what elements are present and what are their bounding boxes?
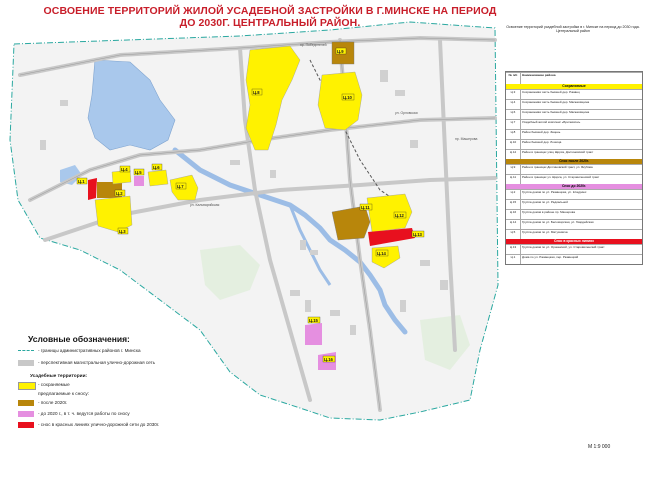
boundary-swatch (18, 350, 34, 351)
table-row: Ц.2 Группа домов по ул. Ржавецкая, ул. Клаудиюс (506, 189, 642, 199)
svg-text:Ц.3: Ц.3 (119, 229, 126, 234)
map-title: ОСВОЕНИЕ ТЕРРИТОРИЙ ЖИЛОЙ УСАДЕБНОЙ ЗАСТРОЙКИ В Г.МИНСКЕ НА ПЕРИОД ДО 2030Г. ЦЕНТРАЛЬНЫЙ РАЙОН. (43, 5, 497, 29)
svg-text:Ц.5: Ц.5 (135, 170, 142, 175)
zones-table-panel (505, 25, 641, 440)
table-row: Ц.14 Группа домов по ул. Беломорская, ул. Гвардейская (506, 219, 642, 229)
legend-title: Условные обозначения: (28, 334, 130, 344)
svg-text:Ц.8: Ц.8 (253, 90, 260, 95)
road-label: ул. Кальварийская (190, 203, 220, 207)
legend: Условные обозначения: - границы административных районов г. Минска - перспективная магистральная улично-дорожная сеть Усадебные территории: - сохраняемые предлагаемые к сносу: - после 2020г. - до 2020 г., в т. ч. ведутся работы по сносу - снос в красных линиях улично-дорожной сети до 2030г. (8, 334, 208, 440)
svg-text:Ц.13: Ц.13 (413, 232, 422, 237)
road-label: пр. Победителей (300, 43, 327, 47)
table-row: Ц.4 Сохраняемая часть бывшей дер. Масюковщина (506, 99, 642, 109)
table-row: Ц.6 Сохраняемая часть бывшей дер. Масюковщина (506, 109, 642, 119)
zone-c5 (134, 176, 144, 186)
table-row: Ц.10 Район бывшей дер. Лошица (506, 139, 642, 149)
section-red: Снос в красных линиях (506, 239, 642, 244)
before2020-swatch (18, 411, 34, 417)
red-lines-swatch (18, 422, 34, 428)
svg-text:Ц.1: Ц.1 (78, 179, 85, 184)
zone-c15 (305, 323, 322, 345)
table-header: № п/п Наименование района (506, 72, 642, 84)
section-before2020: Снос до 2020г. (506, 184, 642, 189)
table-row: Ц.11 Район в границах ул. Щорса, ул. Старовиленский тракт (506, 174, 642, 184)
map-scale: М 1:9 000 (588, 444, 611, 450)
svg-text:Ц.15: Ц.15 (309, 318, 318, 323)
section-preserved: Сохраняемые (506, 84, 642, 89)
table-row: Ц.12 Район в границах улиц Щорса, Долгиновский тракт (506, 149, 642, 159)
after2020-swatch (18, 400, 34, 406)
table-row: Ц.1 Дома по ул. Ржавецкая, пер. Ржавецкий (506, 254, 642, 264)
road-label: пр. Машерова (455, 137, 478, 141)
svg-text:Ц.2: Ц.2 (116, 191, 123, 196)
table-row: Ц.16 Группа домов в районе пр. Машерова (506, 209, 642, 219)
zone-c11 (332, 206, 370, 240)
section-after2020: Снос после 2020г. (506, 159, 642, 164)
table-caption: Освоение территорий усадебной застройки в г. Минске на период до 2030 года. Центральный район (506, 25, 640, 34)
table-row: Ц.3 Сохраняемая часть бывшей дер. Ржавец (506, 89, 642, 99)
table-row: Ц.13 Группа домов по ул. Оршанской, ул. Старовиленский тракт (506, 244, 642, 254)
road-label: ул. Орловская (395, 111, 418, 115)
zone-c3 (95, 196, 132, 232)
svg-text:Ц.12: Ц.12 (395, 213, 404, 218)
table-row: Ц.5 Группа домов по ул. Матусевича (506, 229, 642, 239)
svg-text:Ц.4: Ц.4 (121, 167, 128, 172)
table-row: Ц.7 Усадебный жилой комплекс «Брилевичи» (506, 119, 642, 129)
svg-text:Ц.9: Ц.9 (337, 49, 344, 54)
zone-c6 (148, 170, 168, 186)
svg-text:Ц.6: Ц.6 (153, 165, 160, 170)
table-row: Ц.15 Группа домов по ул. Радиальной (506, 199, 642, 209)
svg-text:Ц.7: Ц.7 (177, 184, 184, 189)
svg-text:Ц.16: Ц.16 (324, 357, 333, 362)
zones-table (505, 71, 643, 265)
svg-text:Ц.11: Ц.11 (361, 205, 370, 210)
svg-text:Ц.14: Ц.14 (377, 251, 386, 256)
preserved-swatch (18, 382, 36, 390)
legend-estates-title: Усадебные территории: (30, 374, 88, 379)
legend-demolish-title: предлагаемые к сносу: (38, 392, 90, 397)
zone-c1 (88, 178, 97, 200)
svg-text:Ц.10: Ц.10 (343, 95, 352, 100)
table-row: Ц.9 Район в границах Долгиновский тракт, ул. Якубова (506, 164, 642, 174)
zone-c10 (318, 72, 362, 130)
table-row: Ц.8 Район бывшей дер. Зацень (506, 129, 642, 139)
roads-swatch (18, 360, 34, 366)
